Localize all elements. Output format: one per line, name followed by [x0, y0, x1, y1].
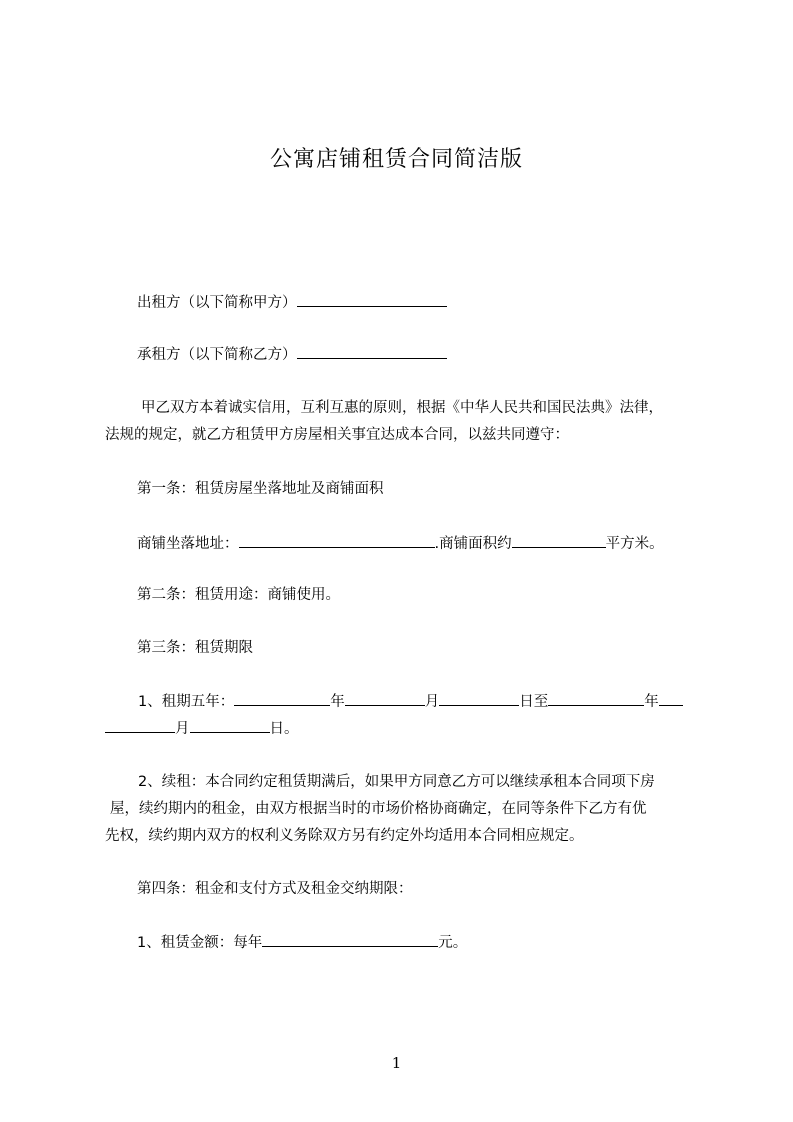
- start-year-char: 年: [330, 694, 345, 710]
- end-year-blank: [548, 691, 644, 706]
- rent-unit: 元。: [438, 935, 468, 951]
- start-day-blank: [439, 691, 519, 706]
- address-line: [137, 533, 664, 554]
- day-to: 日至: [519, 694, 549, 710]
- start-month-char: 月: [424, 694, 440, 710]
- end-month-blank: [105, 718, 175, 733]
- end-year-char: 年: [644, 694, 659, 710]
- preamble-line-2: 法规的规定，就乙方租赁甲方房屋相关事宜达成本合同，以兹共同遵守：: [105, 427, 569, 443]
- day-end: 日。: [269, 721, 299, 737]
- article-1-heading: 第一条：租赁房屋坐落地址及商铺面积: [137, 481, 384, 497]
- lessee-label: 承租方（以下简称乙方）: [137, 347, 297, 363]
- end-day-blank: [190, 718, 270, 733]
- area-unit: 平方米。: [605, 536, 664, 552]
- lessor-label: 出租方（以下简称甲方）: [137, 295, 297, 311]
- renewal-line-2: 屋，续约期内的租金，由双方根据当时的市场价格协商确定，在同等条件下乙方有优: [110, 801, 647, 817]
- page-number: 1: [391, 1054, 402, 1072]
- start-year-blank: [234, 691, 330, 706]
- renewal-line-1: 2、续租：本合同约定租赁期满后，如果甲方同意乙方可以继续承租本合同项下房: [138, 774, 655, 790]
- term-line-1: [138, 691, 683, 712]
- address-blank: [239, 533, 435, 548]
- term-line-2: [105, 718, 299, 739]
- preamble-line-1: 甲乙双方本着诚实信用，互利互惠的原则，根据《中华人民共和国民法典》法律，: [141, 400, 663, 416]
- lessee-blank: [297, 344, 447, 359]
- lessee-line: [137, 344, 447, 365]
- address-label: 商铺坐落地址：: [137, 536, 239, 552]
- rent-blank: [262, 932, 438, 947]
- term-label: 1、租期五年：: [138, 694, 235, 710]
- area-blank: [512, 533, 606, 548]
- article-3-heading: 第三条：租赁期限: [137, 640, 253, 656]
- end-month-blank-start: [659, 691, 683, 706]
- lessor-blank: [297, 292, 447, 307]
- end-month-char: 月: [175, 721, 190, 737]
- start-month-blank: [345, 691, 425, 706]
- renewal-line-3: 先权，续约期内双方的权利义务除双方另有约定外均适用本合同相应规定。: [105, 828, 584, 844]
- rent-label: 1、租赁金额：每年: [137, 935, 263, 951]
- area-label: .商铺面积约: [434, 536, 512, 552]
- article-2-heading: 第二条：租赁用途：商铺使用。: [137, 587, 340, 603]
- article-4-heading: 第四条：租金和支付方式及租金交纳期限：: [137, 881, 413, 897]
- rent-line: [137, 932, 467, 953]
- lessor-line: [137, 292, 447, 313]
- document-title: 公寓店铺租赁合同简洁版: [269, 147, 523, 172]
